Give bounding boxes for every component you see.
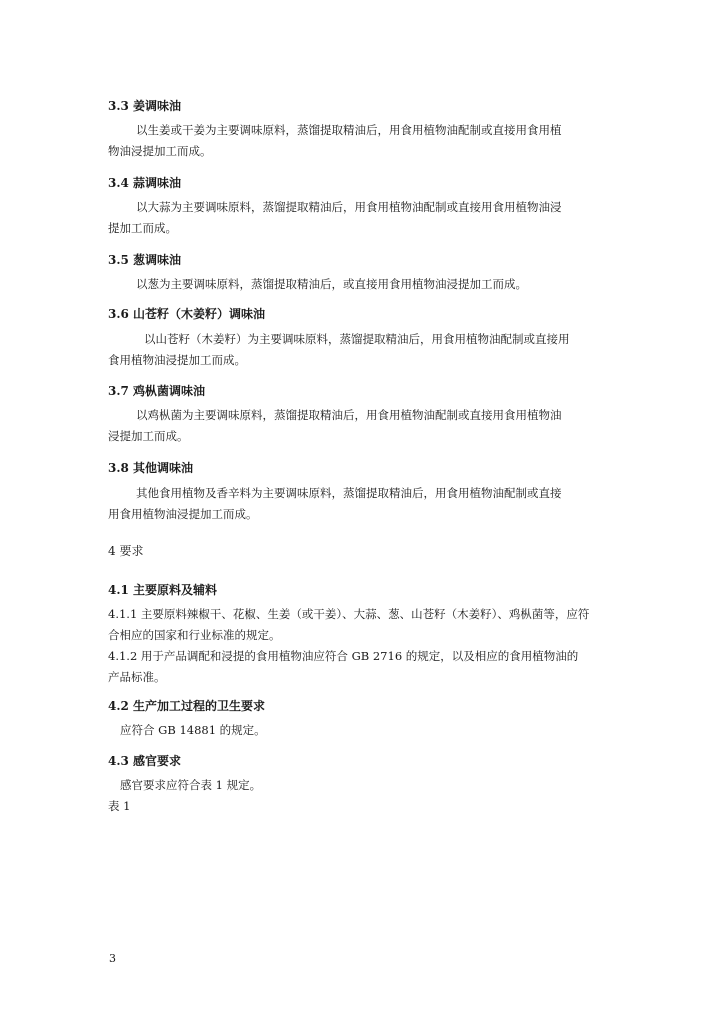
text-line: 应符合 GB 14881 的规定。 xyxy=(120,723,266,737)
heading-4-2: 4.2 生产加工过程的卫生要求 xyxy=(108,699,266,713)
heading-4-3: 4.3 感官要求 xyxy=(108,754,182,768)
heading-3-4: 3.4 蒜调味油 xyxy=(108,176,182,190)
text-line: 用食用植物油浸提加工而成。 xyxy=(108,507,258,521)
paragraph-3-6 xyxy=(108,329,616,371)
paragraph-3-5 xyxy=(108,274,616,295)
paragraph-4-1-2 xyxy=(108,646,616,688)
text-line: 以生姜或干姜为主要调味原料，蒸馏提取精油后，用食用植物油配制或直接用食用植 xyxy=(136,123,562,137)
heading-3-6: 3.6 山苍籽（木姜籽）调味油 xyxy=(108,307,266,321)
heading-3-7: 3.7 鸡枞菌调味油 xyxy=(108,384,206,398)
text-line: 4.1.1 主要原料辣椒干、花椒、生姜（或干姜）、大蒜、葱、山苍籽（木姜籽）、鸡枞菌等，应符 xyxy=(108,607,590,621)
text-line: 以葱为主要调味原料，蒸馏提取精油后，或直接用食用植物油浸提加工而成。 xyxy=(136,277,527,291)
text-line: 以鸡枞菌为主要调味原料，蒸馏提取精油后，用食用植物油配制或直接用食用植物油 xyxy=(136,408,562,422)
text-line: 4.1.2 用于产品调配和浸提的食用植物油应符合 GB 2716 的规定，以及相应的食用植物油的 xyxy=(108,649,579,663)
text-line: 提加工而成。 xyxy=(108,221,177,235)
text-line: 以大蒜为主要调味原料，蒸馏提取精油后，用食用植物油配制或直接用食用植物油浸 xyxy=(136,200,562,214)
text-line: 感官要求应符合表 1 规定。 xyxy=(120,778,262,792)
text-line: 以山苍籽（木姜籽）为主要调味原料，蒸馏提取精油后，用食用植物油配制或直接用 xyxy=(144,332,570,346)
paragraph-4-3 xyxy=(108,775,616,796)
paragraph-4-1-1 xyxy=(108,604,616,646)
paragraph-3-4 xyxy=(108,197,616,239)
paragraph-3-7 xyxy=(108,405,616,447)
text-line: 物油浸提加工而成。 xyxy=(108,144,212,158)
heading-4-1: 4.1 主要原料及辅料 xyxy=(108,583,218,597)
paragraph-3-8 xyxy=(108,483,616,525)
heading-3-8: 3.8 其他调味油 xyxy=(108,461,194,475)
text-line: 浸提加工而成。 xyxy=(108,429,189,443)
table-caption xyxy=(108,796,616,817)
heading-3-5: 3.5 葱调味油 xyxy=(108,253,182,267)
heading-4: 4 要求 xyxy=(108,544,144,558)
paragraph-4-2 xyxy=(108,720,616,741)
heading-3-3: 3.3 姜调味油 xyxy=(108,99,182,113)
text-line: 食用植物油浸提加工而成。 xyxy=(108,353,246,367)
paragraph-3-3 xyxy=(108,120,616,162)
table-label: 表 1 xyxy=(108,799,131,813)
text-line: 其他食用植物及香辛料为主要调味原料，蒸馏提取精油后，用食用植物油配制或直接 xyxy=(136,486,562,500)
page-number: 3 xyxy=(109,952,116,965)
text-line: 合相应的国家和行业标准的规定。 xyxy=(108,628,281,642)
text-line: 产品标准。 xyxy=(108,670,166,684)
